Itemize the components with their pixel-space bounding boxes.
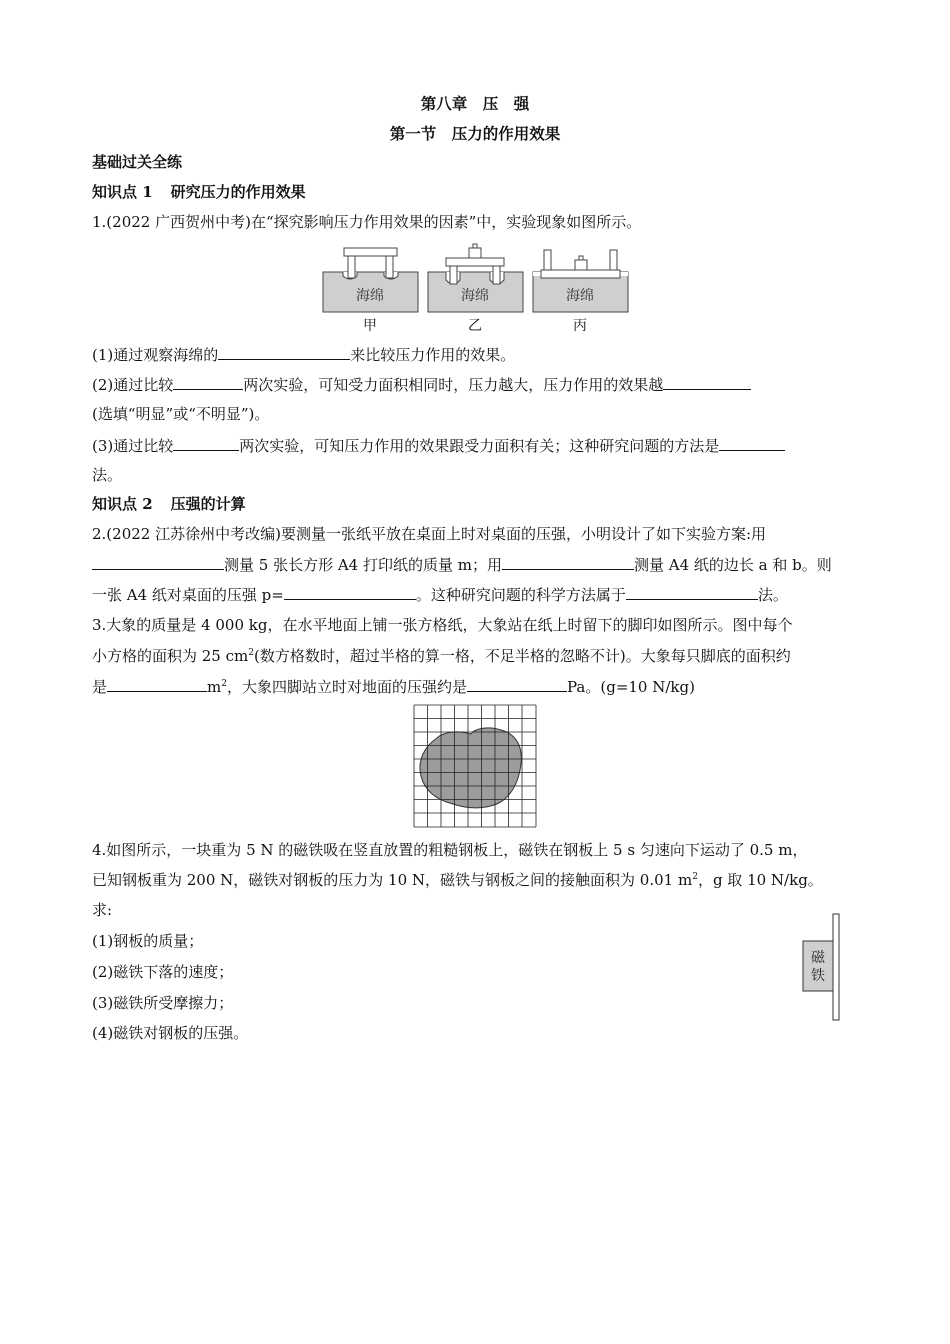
q3-l3-sup: 2 xyxy=(221,679,227,689)
sponge-label-bing: 海绵 xyxy=(566,288,594,304)
q2-l3-text-c: 法。 xyxy=(757,586,788,604)
fig-label-yi: 乙 xyxy=(468,318,482,334)
knowledge-point-2 xyxy=(92,494,246,514)
q2-blank-2[interactable] xyxy=(502,554,634,570)
q3-blank-2[interactable] xyxy=(467,676,567,692)
q3-line2 xyxy=(92,646,791,666)
magnet-label-2: 铁 xyxy=(811,968,825,984)
sponge-label-yi: 海绵 xyxy=(461,288,489,304)
q4-sub2: (2)磁铁下落的速度； xyxy=(92,963,234,981)
q1-blank-2[interactable] xyxy=(173,374,243,390)
q3-l2-sup: 2 xyxy=(248,648,254,658)
q1-part3-tail: 法。 xyxy=(92,466,123,484)
panel-bing xyxy=(533,250,628,334)
q2-blank-1[interactable] xyxy=(92,554,224,570)
kp1-title: 研究压力的作用效果 xyxy=(170,183,306,201)
q3-l2-text-a: 小方格的面积为 25 cm xyxy=(92,647,249,665)
sponge-experiment-figure xyxy=(318,240,638,335)
q4-line2 xyxy=(92,870,823,890)
q2-line2 xyxy=(92,554,832,575)
q3-l3-text-a: 是 xyxy=(92,678,108,696)
fig-label-jia: 甲 xyxy=(363,318,377,334)
q1-part2-hint: (选填“明显”或“不明显”)。 xyxy=(92,405,270,423)
q1-p1-text-b: 来比较压力作用的效果。 xyxy=(350,346,516,364)
panel-jia xyxy=(323,248,418,334)
q1-p2-text-a: (2)通过比较 xyxy=(92,376,174,394)
q1-part2 xyxy=(92,374,751,395)
q3-line3 xyxy=(92,676,695,697)
q2-l2-text-a: 测量 5 张长方形 A4 打印纸的质量 m；用 xyxy=(224,556,502,574)
q4-line3: 求: xyxy=(92,901,113,919)
chapter-title: 第八章 压 强 xyxy=(420,94,530,113)
q4-l2-sup: 2 xyxy=(692,872,698,882)
sponge-label-jia: 海绵 xyxy=(356,288,384,304)
q4-sub1: (1)钢板的质量； xyxy=(92,932,204,950)
q2-l3-text-a: 一张 A4 纸对桌面的压强 p= xyxy=(92,586,284,604)
q1-p3-text-b: 两次实验，可知压力作用的效果跟受力面积有关；这种研究问题的方法是 xyxy=(239,437,720,455)
q1-blank-1[interactable] xyxy=(218,344,350,360)
q3-l3-text-d: Pa。(g=10 N/kg) xyxy=(567,678,695,696)
part-heading: 基础过关全练 xyxy=(92,153,183,171)
section-title: 第一节 压力的作用效果 xyxy=(389,124,561,143)
q1-blank-4[interactable] xyxy=(173,435,239,451)
steel-plate xyxy=(833,914,839,1020)
q1-part1 xyxy=(92,344,515,365)
q3-blank-1[interactable] xyxy=(107,676,207,692)
q1-stem: 1.(2022 广西贺州中考)在“探究影响压力作用效果的因素”中，实验现象如图所示。 xyxy=(92,213,642,231)
panel-yi xyxy=(428,244,523,334)
q4-sub3: (3)磁铁所受摩擦力； xyxy=(92,994,234,1012)
fig-label-bing: 丙 xyxy=(573,318,587,334)
q4-l2-text-b: ，g 取 10 N/kg。 xyxy=(697,871,823,889)
q2-line1: 2.(2022 江苏徐州中考改编)要测量一张纸平放在桌面上时对桌面的压强，小明设计了如下实验方案:用 xyxy=(92,525,767,543)
magnet-label-1: 磁 xyxy=(811,950,825,966)
q3-line1: 3.大象的质量是 4 000 kg，在水平地面上铺一张方格纸，大象站在纸上时留下的脚印如图所示。图中每个 xyxy=(92,616,793,634)
knowledge-point-1 xyxy=(92,182,306,202)
q2-l3-text-b: 。这种研究问题的科学方法属于 xyxy=(415,586,626,604)
magnet-steel-plate-figure xyxy=(800,912,846,1024)
q1-p2-text-b: 两次实验，可知受力面积相同时，压力越大，压力作用的效果越 xyxy=(243,376,664,394)
q2-blank-4[interactable] xyxy=(626,584,758,600)
q3-l3-text-c: ，大象四脚站立时对地面的压强约是 xyxy=(226,678,467,696)
q2-line3 xyxy=(92,584,788,605)
kp2-title: 压强的计算 xyxy=(170,495,246,513)
q4-l2-text-a: 已知钢板重为 200 N，磁铁对钢板的压力为 10 N，磁铁与钢板之间的接触面积为 0.01 m xyxy=(92,871,693,889)
kp1-label: 知识点 1 xyxy=(92,183,153,201)
footprint-grid-figure xyxy=(413,704,537,828)
q2-blank-3[interactable] xyxy=(284,584,416,600)
q1-p3-text-a: (3)通过比较 xyxy=(92,437,174,455)
footprint-shape xyxy=(420,728,521,808)
q1-p1-text-a: (1)通过观察海绵的 xyxy=(92,346,219,364)
q4-sub4: (4)磁铁对钢板的压强。 xyxy=(92,1024,249,1042)
q3-l2-text-b: (数方格数时，超过半格的算一格，不足半格的忽略不计)。大象每只脚底的面积约 xyxy=(253,647,791,665)
q1-blank-5[interactable] xyxy=(719,435,785,451)
q1-part3 xyxy=(92,435,785,456)
q2-l2-text-b: 测量 A4 纸的边长 a 和 b。则 xyxy=(634,556,832,574)
q1-blank-3[interactable] xyxy=(663,374,751,390)
q4-line1: 4.如图所示，一块重为 5 N 的磁铁吸在竖直放置的粗糙钢板上，磁铁在钢板上 5 s 匀速向下运动了 0.5 m， xyxy=(92,841,808,859)
kp2-label: 知识点 2 xyxy=(92,495,153,513)
q3-l3-unit: m xyxy=(207,678,222,696)
